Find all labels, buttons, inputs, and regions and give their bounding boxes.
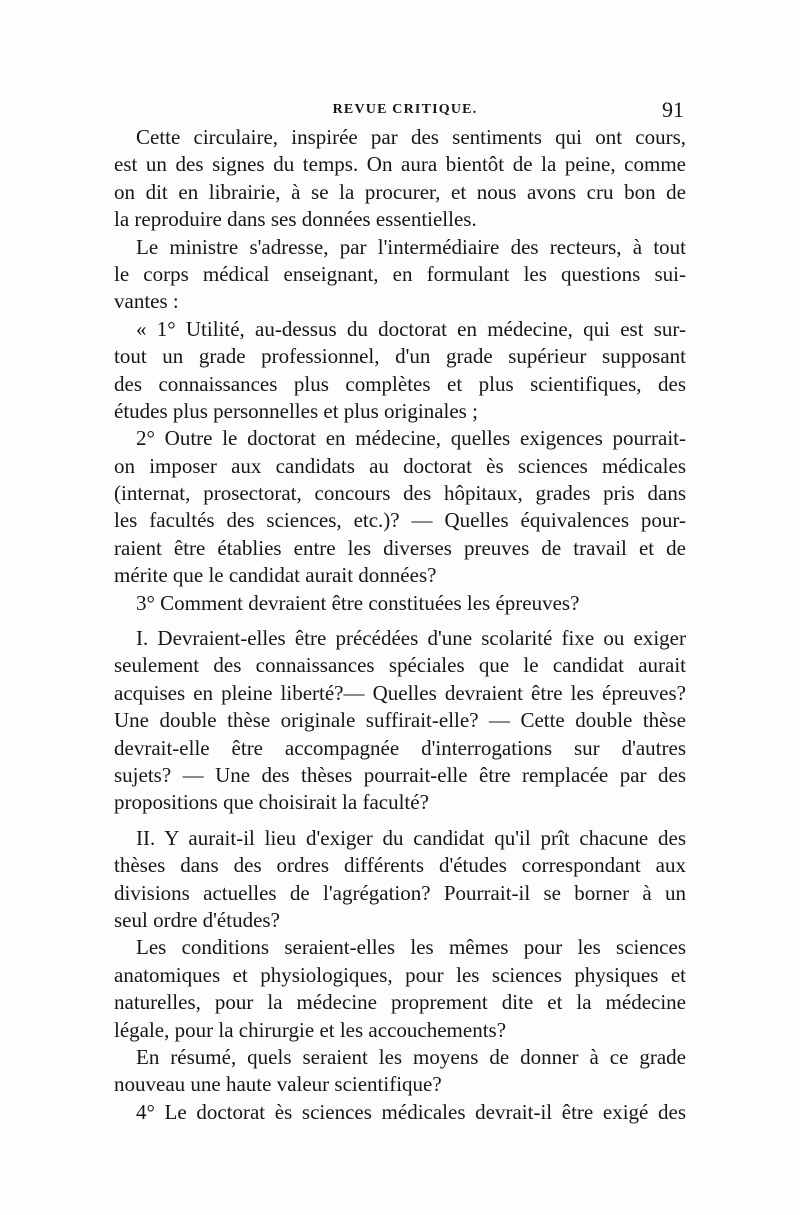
text-line: seul ordre d'études?: [114, 907, 280, 932]
text-line: 3° Comment devraient être constituées les épreuves?: [136, 590, 580, 615]
text-line: vantes :: [114, 289, 179, 314]
text-line: les facultés des sciences, etc.)? — Quelles équivalences pour-: [114, 508, 686, 533]
paragraph: [114, 825, 686, 935]
text-line: est un des signes du temps. On aura bientôt de la peine, comme: [114, 152, 686, 177]
text-line: I. Devraient-elles être précédées d'une scolarité fixe ou exiger: [136, 626, 686, 651]
text-line: des connaissances plus complètes et plus scientifiques, des: [114, 371, 686, 396]
text-line: légale, pour la chirurgie et les accouchements?: [114, 1017, 507, 1042]
paragraph: [114, 590, 686, 617]
text-line: (internat, prosectorat, concours des hôpitaux, grades pris dans: [114, 481, 686, 506]
text-line: nouveau une haute valeur scientifique?: [114, 1072, 442, 1097]
text-line: le corps médical enseignant, en formulant les questions sui-: [114, 261, 686, 286]
text-line: Cette circulaire, inspirée par des sentiments qui ont cours,: [136, 125, 686, 149]
text-line: on imposer aux candidats au doctorat ès sciences médicales: [114, 453, 686, 478]
text-line: mérite que le candidat aurait données?: [114, 563, 437, 588]
text-line: Une double thèse originale suffirait-elle? — Cette double thèse: [114, 708, 686, 733]
text-line: propositions que choisirait la faculté?: [114, 790, 429, 815]
text-line: études plus personnelles et plus originales ;: [114, 398, 478, 423]
paragraph: [114, 234, 686, 316]
text-line: II. Y aurait-il lieu d'exiger du candidat qu'il prît chacune des: [136, 825, 686, 850]
text-line: acquises en pleine liberté?— Quelles devraient être les épreuves?: [114, 680, 686, 705]
paragraph: [114, 1099, 686, 1126]
text-line: devrait-elle être accompagnée d'interrogations sur d'autres: [114, 735, 686, 760]
text-line: tout un grade professionnel, d'un grade supérieur supposant: [114, 344, 686, 369]
text-line: on dit en librairie, à se la procurer, et nous avons cru bon de: [114, 179, 686, 204]
page-body: [114, 124, 686, 1126]
text-line: seulement des connaissances spéciales que le candidat aurait: [114, 653, 686, 678]
text-line: raient être établies entre les diverses preuves de travail et de: [114, 535, 686, 560]
text-line: 4° Le doctorat ès sciences médicales devrait-il être exigé des: [136, 1099, 686, 1124]
text-line: Le ministre s'adresse, par l'intermédiaire des recteurs, à tout: [136, 234, 686, 259]
paragraph: [114, 1044, 686, 1099]
text-line: divisions actuelles de l'agrégation? Pourrait-il se borner à un: [114, 880, 686, 905]
paragraph: [114, 316, 686, 426]
paragraph: [114, 124, 686, 234]
running-head: [0, 98, 800, 124]
text-line: thèses dans des ordres différents d'études correspondant aux: [114, 853, 686, 878]
running-head-title: REVUE CRITIQUE.: [332, 102, 478, 117]
text-line: la reproduire dans ses données essentielles.: [114, 207, 477, 232]
page-number: 91: [662, 97, 684, 122]
paragraph: [114, 625, 686, 817]
paragraph: [114, 934, 686, 1044]
text-line: naturelles, pour la médecine proprement dite et la médecine: [114, 990, 686, 1015]
text-line: « 1° Utilité, au-dessus du doctorat en médecine, qui est sur-: [136, 316, 686, 341]
text-line: sujets? — Une des thèses pourrait-elle être remplacée par des: [114, 762, 686, 787]
text-line: anatomiques et physiologiques, pour les sciences physiques et: [114, 962, 686, 987]
text-line: 2° Outre le doctorat en médecine, quelles exigences pourrait-: [136, 426, 686, 451]
text-line: Les conditions seraient-elles les mêmes pour les sciences: [136, 935, 686, 960]
paragraph: [114, 425, 686, 589]
text-line: En résumé, quels seraient les moyens de donner à ce grade: [136, 1044, 686, 1069]
